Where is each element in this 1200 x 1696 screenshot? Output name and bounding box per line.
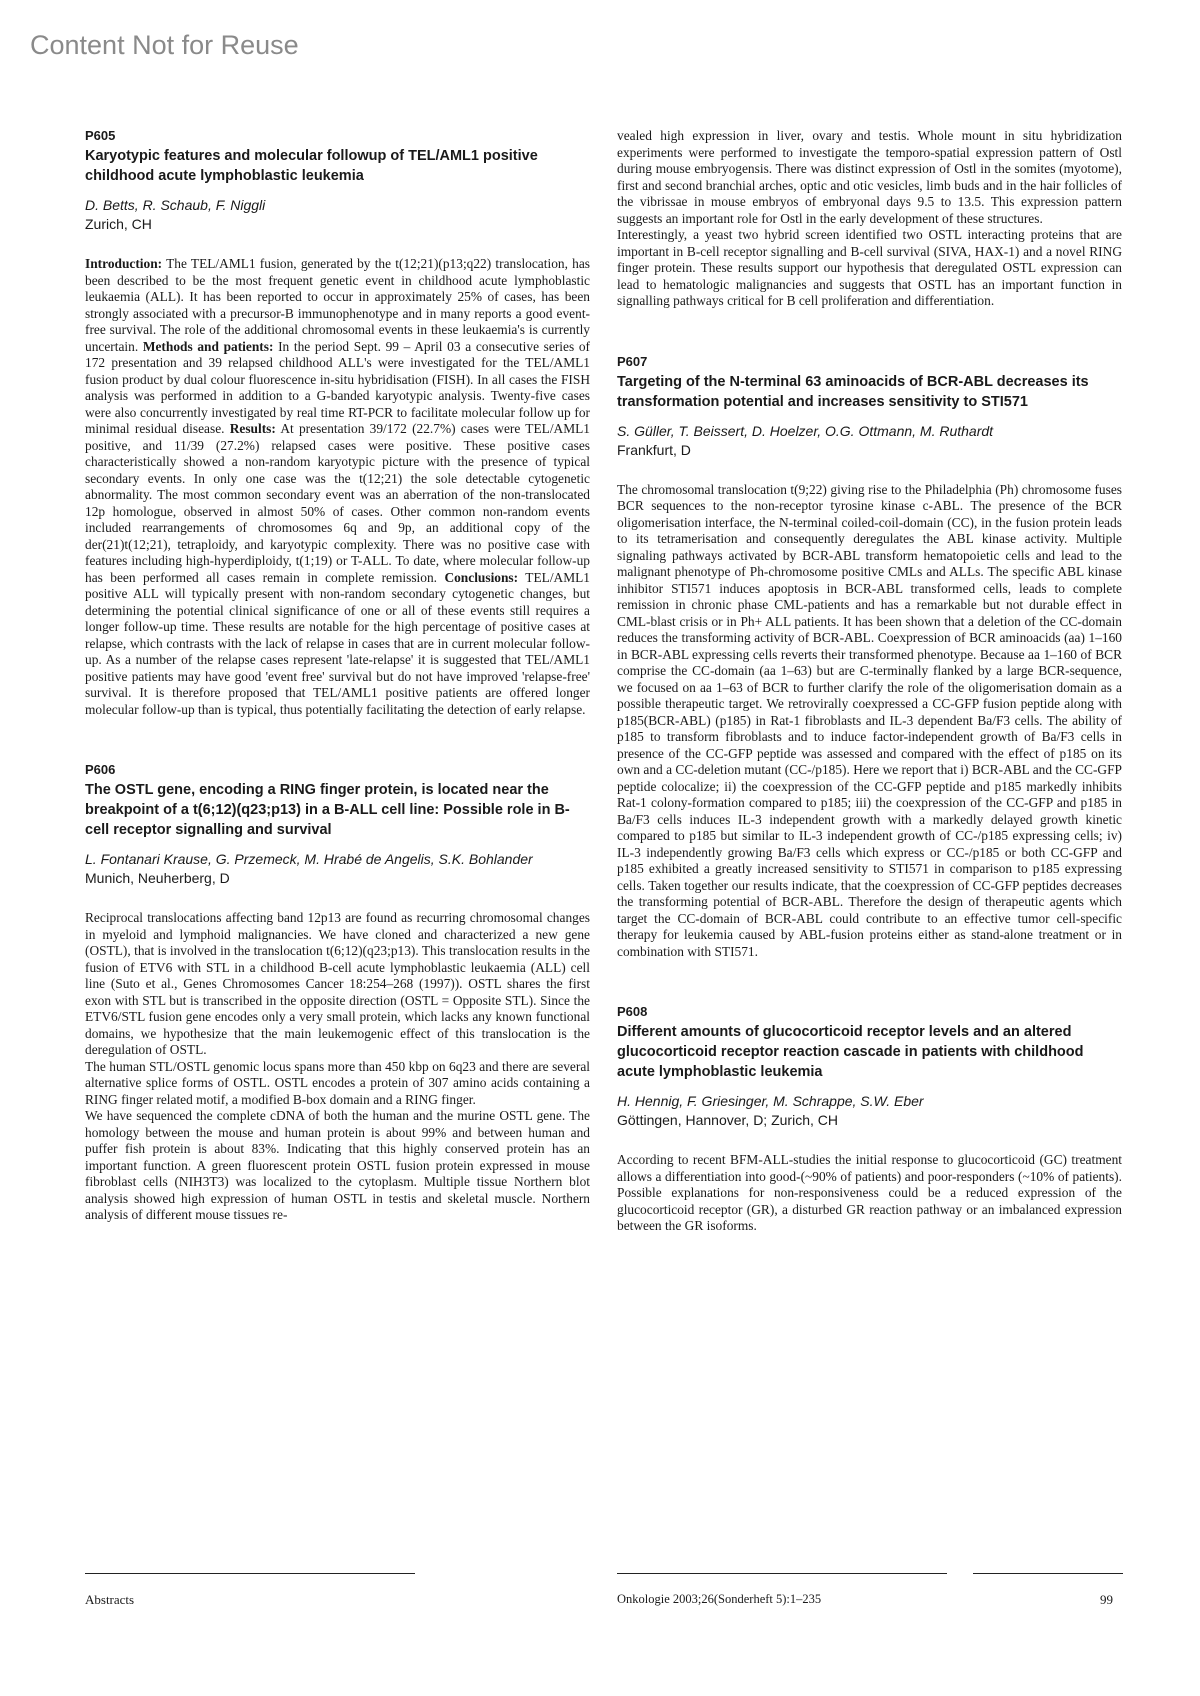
abstract-paragraph: According to recent BFM-ALL-studies the initial response to glucocorticoid (GC) treatment allows a differentiation into good-(~90% of patients) and poor-responders (~10% of patients). Possible explanations for non-responsiveness could be a reduced expression of the glucocorticoid receptor (GR), a disturbed GR reaction pathway or an imbalanced expression between the GR isoforms. bbox=[617, 1152, 1122, 1233]
abstract-paragraph: Interestingly, a yeast two hybrid screen identified two OSTL interacting proteins that are important in B-cell receptor signalling and B-cell survival (SIVA, HAX-1) and a novel RING finger protein. These results support our hypothesis that deregulated OSTL expression can lead to hematologic malignancies and suggests that OSTL has an important function in signalling pathways critical for B cell proliferation and differentiation. bbox=[617, 227, 1122, 308]
abstract-paragraph: Reciprocal translocations affecting band 12p13 are found as recurring chromosomal changes in myeloid and lymphoid malignancies. We have cloned and characterized a new gene (OSTL), that is involved in the translocation t(6;12)(q23;p13). This translocation results in the fusion of ETV6 with STL in a childhood B-cell acute lymphoblastic leukaemia (ALL) cell line (Suto et al., Genes Chromosomes Cancer 18:254–268 (1997)). OSTL shares the first exon with STL but is transcribed in the opposite direction (OSTL = Opposite STL). Since the ETV6/STL fusion gene encodes only a very small protein, which lacks any known functional domains, we hypothesize that the main leukemogenic effect of this translocation is the deregulation of OSTL. bbox=[85, 910, 590, 1057]
abstract-affiliation: Zurich, CH bbox=[85, 216, 152, 232]
watermark: Content Not for Reuse bbox=[30, 30, 299, 60]
abstract-id: P607 bbox=[617, 353, 648, 369]
footer-section-label: Abstracts bbox=[85, 1592, 135, 1607]
abstract-paragraph: vealed high expression in liver, ovary and testis. Whole mount in situ hybridization experiments were performed to investigate the temporo-spatial expression pattern of Ostl during mouse embryogensis. There was distinct expression of Ostl in the somites (myotome), first and second branchial arches, optic and otic vesicles, limb buds and in the hair follicles of the vibrissae in mouse embryos of embryonal days 9.5 to 13.5. This expression pattern suggests an important role for Ostl in the early development of these structures. bbox=[617, 128, 1122, 226]
footer-rule-right bbox=[973, 1573, 1123, 1574]
right-column bbox=[617, 128, 1122, 1235]
abstract-id: P606 bbox=[85, 762, 116, 777]
abstract-body bbox=[617, 1152, 1122, 1235]
abstract-body bbox=[85, 256, 590, 718]
footer-rule-center bbox=[617, 1573, 947, 1574]
abstract-affiliation: Munich, Neuherberg, D bbox=[85, 870, 230, 886]
abstract-affiliation: Göttingen, Hannover, D; Zurich, CH bbox=[617, 1112, 838, 1128]
abstract-authors: D. Betts, R. Schaub, F. Niggli bbox=[85, 197, 266, 213]
abstract-p606 bbox=[85, 762, 590, 1224]
abstract-authors: S. Güller, T. Beissert, D. Hoelzer, O.G. Ottmann, M. Ruthardt bbox=[617, 422, 994, 439]
abstract-title: Targeting of the N-terminal 63 aminoacids of BCR-ABL decreases its transformation potential and increases sensitivity to STI571 bbox=[617, 373, 1089, 410]
footer-journal-citation: Onkologie 2003;26(Sonderheft 5):1–235 bbox=[617, 1592, 822, 1606]
left-column bbox=[85, 128, 590, 1224]
abstract-paragraph: The human STL/OSTL genomic locus spans more than 450 kbp on 6q23 and there are several alternative splice forms of OSTL. OSTL encodes a protein of 307 amino acids containing a RING finger related motif, a modified B-box domain and a RING finger. bbox=[85, 1058, 590, 1107]
abstract-authors: H. Hennig, F. Griesinger, M. Schrappe, S.W. Eber bbox=[617, 1093, 924, 1109]
abstract-p607 bbox=[617, 354, 1122, 961]
abstract-affiliation: Frankfurt, D bbox=[617, 441, 691, 458]
abstract-paragraph: The chromosomal translocation t(9;22) giving rise to the Philadelphia (Ph) chromosome fuses BCR sequences to the non-receptor tyrosine kinase c-ABL. The presence of the BCR oligomerisation interface, the N-terminal coiled-coil-domain (CC), in the fusion protein leads to its tetramerisation and consequently deregulates the ABL kinase activity. Multiple signaling pathways activated by BCR-ABL transform hematopoietic cells and lead to the malignant phenotype of Ph-chromosome positive CMLs and ALLs. The specific ABL kinase inhibitor STI571 induces apoptosis in BCR-ABL transformed cells, leads to complete remission in chronic phase CML-patients and has a remarkable but not durable effect in CML-blast crisis or in Ph+ ALL patients. It has been shown that a deletion of the CC-domain reduces the transforming activity of BCR-ABL. Coexpression of BCR aminoacids (aa) 1–160 in BCR-ABL expressing cells reverts their transformed phenotype. Because aa 1–160 of BCR comprise the CC-domain (aa 1–63) but are C-terminally flanked by a large BCR-sequence, we focused on aa 1–63 of BCR to further clarify the role of the oligomerisation domain as a possible therapeutic target. We retrovirally coexpressed a CC-GFP fusion peptide along with p185(BCR-ABL) (p185) in Rat-1 fibroblasts and IL-3 dependent Ba/F3 cells. The ability of p185 to transform fibroblasts and to induce factor-independent growth of Ba/F3 cells in presence of the CC-GFP peptide was assessed and compared with the effect of p185 on its own and a CC-deletion mutant (CC-/p185). Here we report that i) BCR-ABL and the CC-GFP peptide colocalize; ii) the coexpression of the CC-GFP peptide and p185 markedly inhibits Rat-1 colony-formation compared to p185; iii) the coexpression of the CC-GFP and p185 in Ba/F3 cells induces IL-3 independent growth with a markedly delayed growth kinetic compared to p185 but similar to IL-3 independent growth of CC-/p185 expressing cells; iv) IL-3 independently growing Ba/F3 cells which express or CC-/p185 or both CC-GFP and p185 exhibited a greatly increased sensitivity to STI571 in comparison to p185 expressing cells. Taken together our results indicate, that the coexpression of CC-GFP peptides decreases the transforming potential of BCR-ABL. Therefore the design of therapeutic agents which target the CC-domain of BCR-ABL could contribute to an effective tumor cell-specific therapy for leukemia caused by ABL-fusion proteins either as stand-alone treatment or in combination with STI571. bbox=[617, 481, 1122, 959]
abstract-p605 bbox=[85, 128, 590, 718]
page-number: 99 bbox=[1100, 1592, 1113, 1607]
abstract-body bbox=[617, 482, 1122, 961]
abstract-p606-continued bbox=[617, 128, 1122, 310]
abstract-title: The OSTL gene, encoding a RING finger protein, is located near the breakpoint of a t(6;12)(q23;p13) in a B-ALL cell line: Possible role in B-cell receptor signalling and survival bbox=[85, 782, 570, 838]
abstract-paragraph: Introduction: The TEL/AML1 fusion, generated by the t(12;21)(p13;q22) translocation, has been described to be the most frequent genetic event in childhood acute lymphoblastic leukaemia (ALL). It has been reported to occur in approximately 25% of cases, has been strongly associated with a precursor-B immunophenotype and in many reports a good event-free survival. The role of the additional chromosomal events in these leukaemia's is currently uncertain. Methods and patients: In the period Sept. 99 – April 03 a consecutive series of 172 presentation and 39 relapsed childhood ALL's were investigated for the TEL/AML1 fusion product by dual colour fluorescence in-situ hybridisation (FISH). In all cases the FISH analysis was performed in addition to a G-banded karyotypic analysis. Twenty-five cases were also concurrently investigated by real time RT-PCR to facilitate molecular follow up for minimal residual disease. Results: At presentation 39/172 (22.7%) cases were TEL/AML1 positive, and 11/39 (27.2%) relapsed cases were positive. These positive cases characteristically showed a non-random karyotypic picture with the presence of typical secondary events. In only one case was the t(12;21) the sole detectable cytogenetic abnormality. The most common secondary event was an aberration of the non-translocated 12p homologue, observed in almost 50% of cases. Other common non-random events included rearrangements of chromosomes 6q and 9p, an additional copy of the der(21)t(12;21), tetraploidy, and karyotypic complexity. There was no positive case with features including high-hyperdiploidy, t(1;19) or T-ALL. To date, where molecular follow-up has been performed all cases remain in complete remission. Conclusions: TEL/AML1 positive ALL will typically present with non-random secondary cytogenetic changes, but determining the potential clinical significance of one or all of these events still requires a longer follow-up time. These results are notable for the high percentage of positive cases at relapse, which contrasts with the lack of relapse in cases that are in current molecular follow-up. As a number of the relapse cases represent 'late-relapse' it is suggested that TEL/AML1 positive patients may have good 'event free' survival but do not have improved 'relapse-free' survival. It is therefore proposed that TEL/AML1 positive patients are offered longer molecular follow-up than is typical, thus potentially facilitating the detection of early relapse. bbox=[85, 256, 591, 717]
abstract-title: Karyotypic features and molecular followup of TEL/AML1 positive childhood acute lymphoblastic leukemia bbox=[85, 148, 538, 184]
abstract-title: Different amounts of glucocorticoid receptor levels and an altered glucocorticoid receptor reaction cascade in patients with childhood acute lymphoblastic leukemia bbox=[617, 1024, 1084, 1080]
abstract-paragraph: We have sequenced the complete cDNA of both the human and the murine OSTL gene. The homology between the mouse and human protein is about 99% and between human and puffer fish protein is about 83%. Indicating that this highly conserved protein has an important function. A green fluorescent protein OSTL fusion protein expressed in mouse fibroblast cells (NIH3T3) was localized to the cytoplasm. Multiple tissue Northern blot analysis showed high expression of human OSTL in testis and skeletal muscle. Northern analysis of different mouse tissues re- bbox=[85, 1108, 590, 1222]
footer-rule-left bbox=[85, 1573, 415, 1574]
abstract-body bbox=[85, 910, 590, 1224]
abstract-p608 bbox=[617, 1004, 1122, 1235]
abstract-id: P605 bbox=[85, 128, 116, 143]
abstract-id: P608 bbox=[617, 1004, 648, 1019]
abstract-authors: L. Fontanari Krause, G. Przemeck, M. Hrabé de Angelis, S.K. Bohlander bbox=[85, 851, 533, 867]
